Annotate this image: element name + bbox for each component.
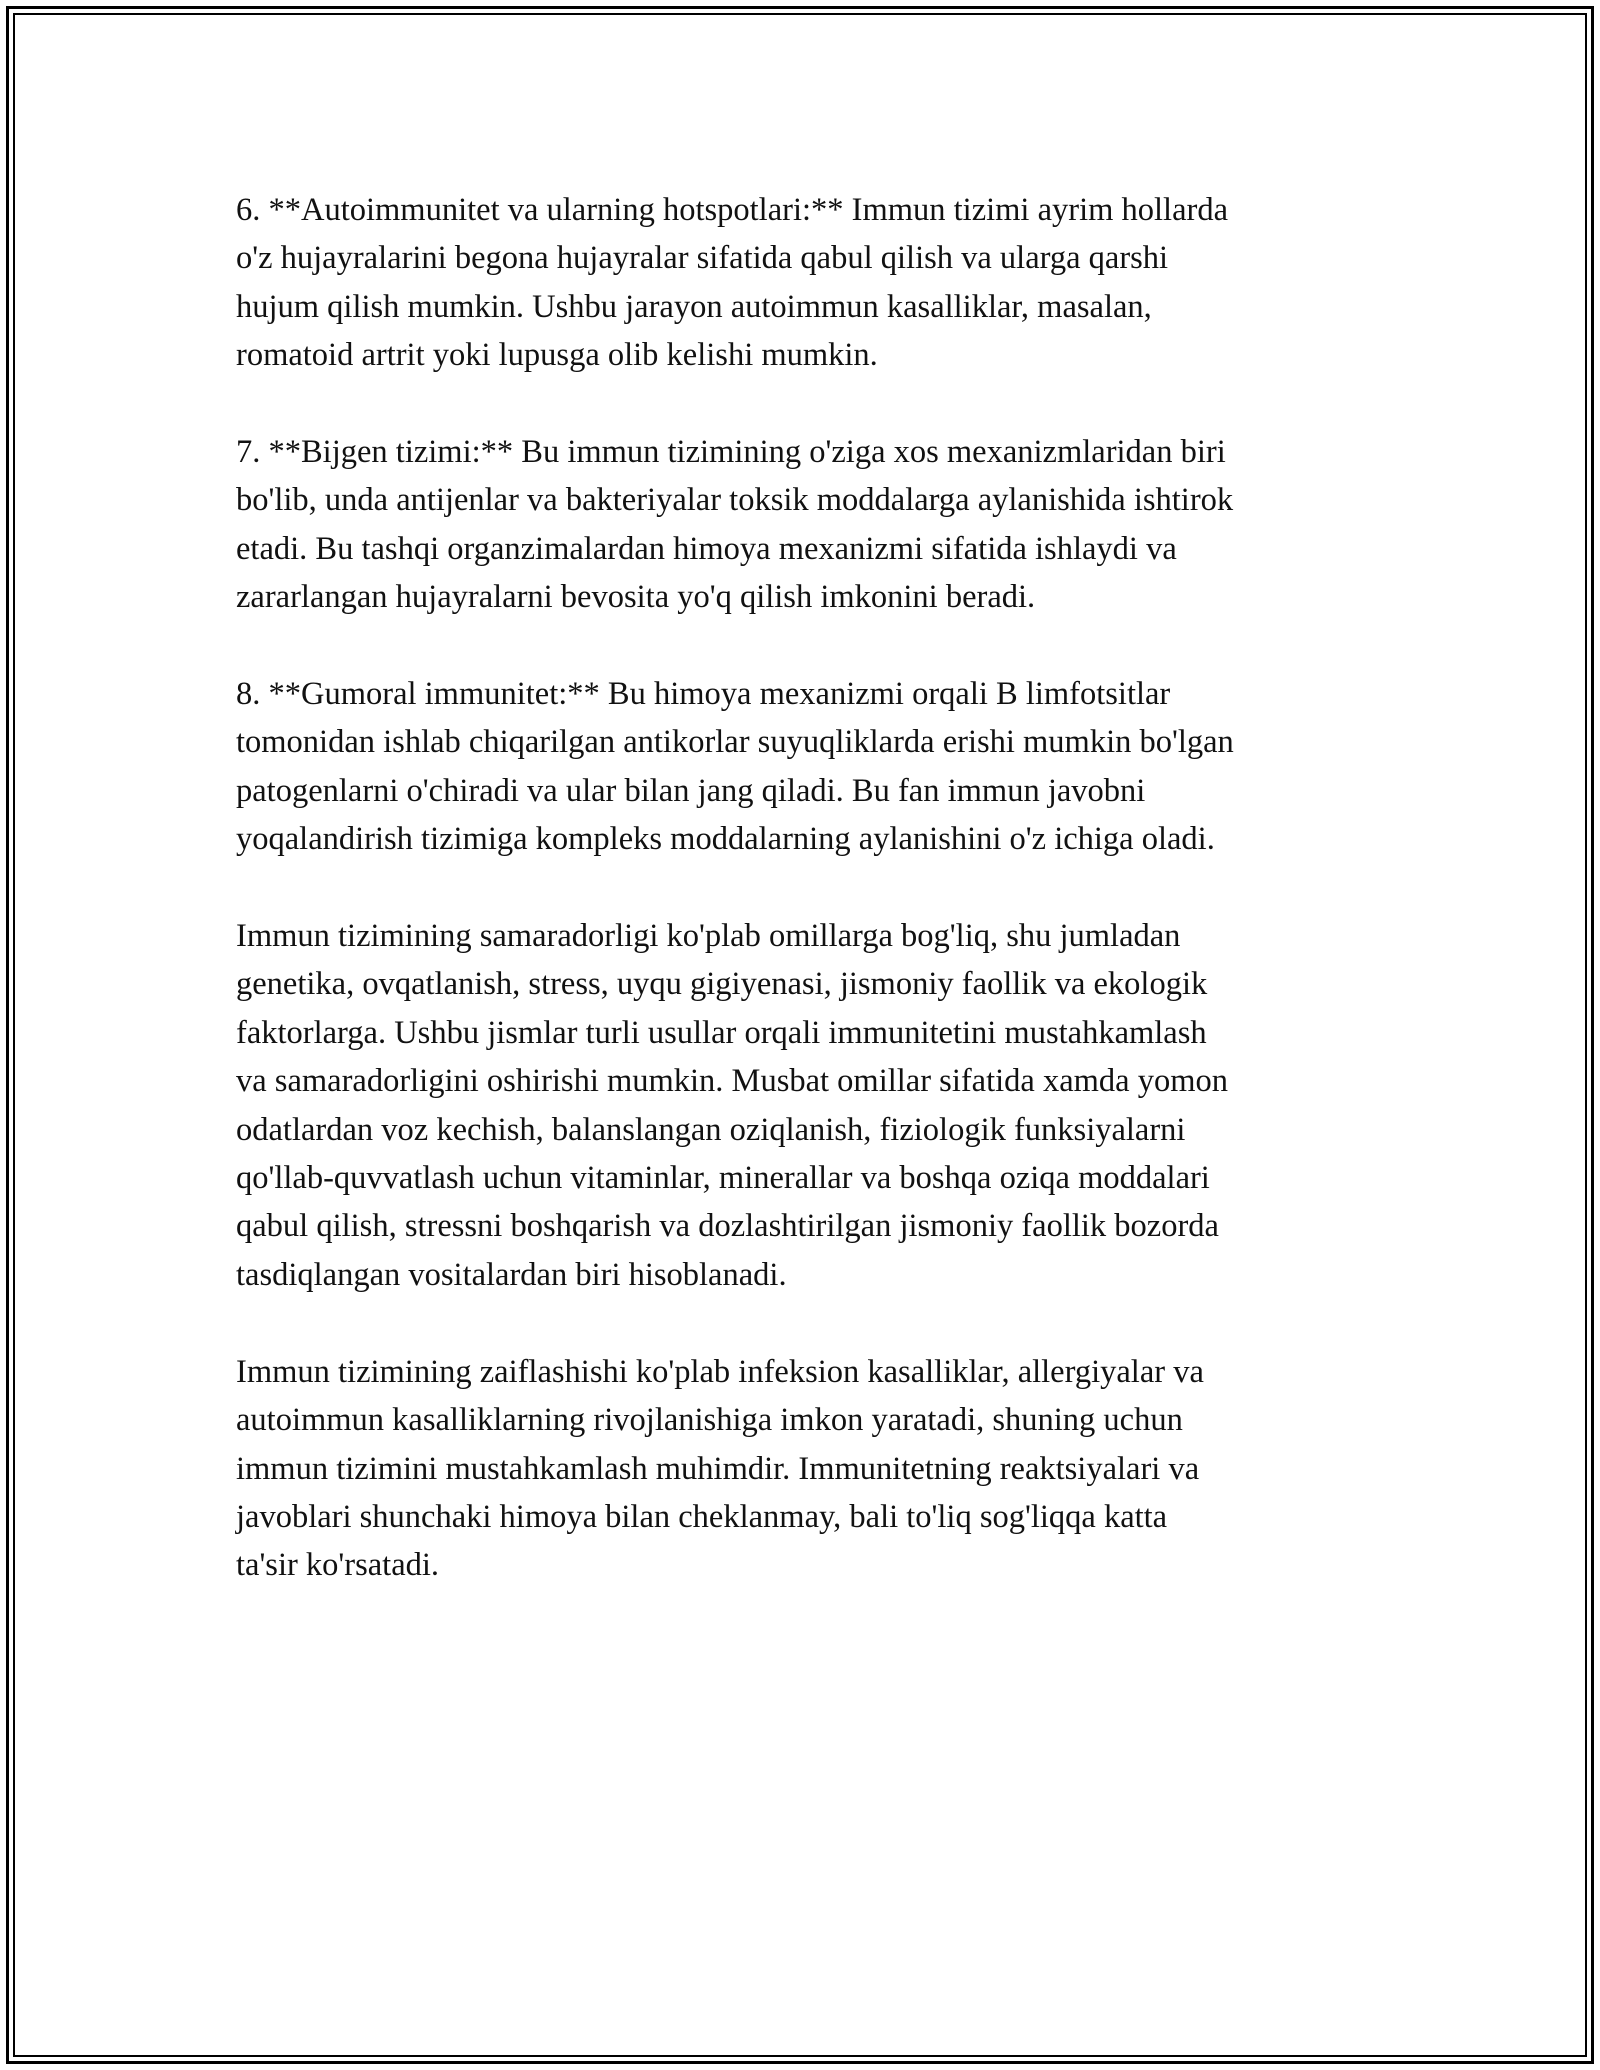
paragraph-immune-weakening: Immun tizimining zaiflashishi ko'plab infeksion kasalliklar, allergiyalar va autoimmun kasalliklarning rivojlanishiga imkon yaratadi, shuning uchun immun tizimini mustahkamlash muhimdir. Immunitetning reaktsiyalari va javoblari shunchaki himoya bilan cheklanmay, bali to'liq sog'liqqa katta ta'sir ko'rsatadi.	[236, 1353, 1204, 1584]
paragraph-immune-effectiveness: Immun tizimining samaradorligi ko'plab omillarga bog'liq, shu jumladan genetika, ovqatlanish, stress, uyqu gigiyenasi, jismoniy faollik va ekologik faktorlarga. Ushbu jismlar turli usullar orqali immunitetini mustahkamlash va samaradorligini oshirishi mumkin. Musbat omillar sifatida xamda yomon odatlardan voz kechish, balanslangan oziqlanish, fiziologik funksiyalarni qo'llab-quvvatlash uchun vitaminlar, minerallar va boshqa oziqa moddalari qabul qilish, stressni boshqarish va dozlashtirilgan jismoniy faollik bozorda tasdiqlangan vositalardan biri hisoblanadi.	[236, 918, 1228, 1293]
paragraph-humoral-immunity: 8. **Gumoral immunitet:** Bu himoya mexanizmi orqali B limfotsitlar tomonidan ishlab chiqarilgan antikorlar suyuqliklarda erishi mumkin bo'lgan patogenlarni o'chiradi va ular bilan jang qiladi. Bu fan immun javobni yoqalandirish tizimiga kompleks moddalarning aylanishini o'z ichiga oladi.	[236, 676, 1234, 858]
document-body	[236, 186, 1366, 1638]
paragraph-autoimmunity: 6. **Autoimmunitet va ularning hotspotlari:** Immun tizimi ayrim hollarda o'z hujayralarini begona hujayralar sifatida qabul qilish va ularga qarshi hujum qilish mumkin. Ushbu jarayon autoimmun kasalliklar, masalan, romatoid artrit yoki lupusga olib kelishi mumkin.	[236, 192, 1228, 374]
paragraph-bijgen-system: 7. **Bijgen tizimi:** Bu immun tizimining o'ziga xos mexanizmlaridan biri bo'lib, unda antijenlar va bakteriyalar toksik moddalarga aylanishida ishtirok etadi. Bu tashqi organzimalardan himoya mexanizmi sifatida ishlaydi va zararlangan hujayralarni bevosita yo'q qilish imkonini beradi.	[236, 434, 1234, 616]
